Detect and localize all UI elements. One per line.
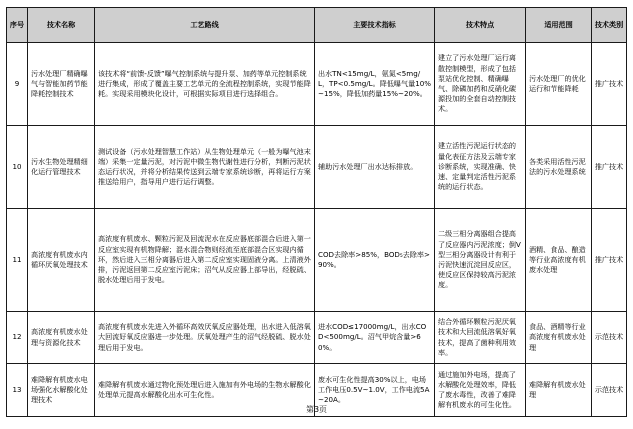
table-row: [7, 43, 627, 126]
header-name: 技术名称: [28, 8, 95, 43]
cell-category: 推广技术: [592, 43, 627, 126]
table-header-row: [7, 8, 627, 43]
table-row: [7, 209, 627, 312]
cell-route: 测试设备（污水处理智慧工作站）从生物处理单元（一般为曝气池末端）采集一定量污泥，对污泥中微生物代谢性进行分析，判断污泥状态运行状况，并将分析结果传送到云端专家系统诊断，再将运行方案推送给用户，指导用户进行运行调整。: [95, 126, 315, 209]
cell-category: 推广技术: [592, 209, 627, 312]
header-scope: 适用范围: [526, 8, 592, 43]
cell-features: 结合外循环颗粒污泥厌氧技术和大回流低溶氧好氧技术，提高了菌种利用效率。: [435, 312, 526, 364]
header-seq: 序号: [7, 8, 28, 43]
cell-metrics: 废水可生化性提高30%以上，电场工作电压0.5V~1.0V，工作电流5A~20A。: [315, 364, 435, 417]
cell-seq: 13: [7, 364, 28, 417]
cell-seq: 12: [7, 312, 28, 364]
table-row: [7, 126, 627, 209]
cell-scope: 食品、酒精等行业高浓度有机废水处理: [526, 312, 592, 364]
cell-features: 建立了污水处理厂运行离散控制模型，形成了包括泵站优化控制、精确曝气、除磷加药和反硝化碳源投加的全套自动控制技术。: [435, 43, 526, 126]
cell-seq: 11: [7, 209, 28, 312]
cell-category: 推广技术: [592, 126, 627, 209]
cell-scope: 酒精、食品、酿造等行业高浓度有机废水处理: [526, 209, 592, 312]
cell-name: 污水生物处理精细化运行管理技术: [28, 126, 95, 209]
cell-seq: 9: [7, 43, 28, 126]
cell-route: 高浓度有机废水、颗粒污泥及回流泥水在反应器底部混合后进入第一反应室实现有机物降解；混水混合物则经流至底部混合区实现内循环，然后进入三相分离器后进入第二反应室实现固液分离。上清液外排，污泥返回第二反应室污泥床；沼气从反应器上部导出，经脱硫、脱水处理后用于发电。: [95, 209, 315, 312]
cell-seq: 10: [7, 126, 28, 209]
cell-metrics: 出水TN<15mg/L，氨氮<5mg/L，TP<0.5mg/L。降低曝气量10%~15%，降低加药量15%~20%。: [315, 43, 435, 126]
page-number: 第3页: [305, 405, 328, 414]
cell-route: 高浓度有机废水先进入外循环高效厌氧反应器处理，出水进入低溶氧大回流好氧反应器进一步处理。厌氧处理产生的沼气经脱硫、脱水处理后用于发电。: [95, 312, 315, 364]
technology-table: [6, 7, 627, 417]
cell-route: 该技术将“前馈-反馈”曝气控制系统与提升泵、加药等单元控制系统进行集成，形成了覆盖主要工艺单元的全流程控制系统，实现节能降耗。实现采用模块化设计，可根据实际项目进行选择组合。: [95, 43, 315, 126]
cell-category: 示范技术: [592, 312, 627, 364]
cell-scope: 难降解有机废水处理: [526, 364, 592, 417]
cell-name: 难降解有机废水电场强化水解酸化处理技术: [28, 364, 95, 417]
cell-category: 示范技术: [592, 364, 627, 417]
cell-name: 污水处理厂精确曝气与智能加药节能降耗控制技术: [28, 43, 95, 126]
cell-name: 高浓度有机废水内循环厌氧处理技术: [28, 209, 95, 312]
header-category: 技术类别: [592, 8, 627, 43]
cell-scope: 各类采用活性污泥法的污水处理系统: [526, 126, 592, 209]
cell-metrics: 辅助污水处理厂出水达标排放。: [315, 126, 435, 209]
cell-features: 二级三相分离器组合提高了反应器内污泥浓度；倒V型三相分离器设计有利于污泥快速沉淀回反应区，使反应区保持较高污泥浓度。: [435, 209, 526, 312]
cell-route: 难降解有机废水通过物化预处理后进入施加有外电场的生物水解酸化处理单元提高水解酸化出水可生化性。: [95, 364, 315, 417]
header-route: 工艺路线: [95, 8, 315, 43]
cell-metrics: 进水COD≤17000mg/L，出水COD<500mg/L。沼气甲烷含量>60%。: [315, 312, 435, 364]
header-metrics: 主要技术指标: [315, 8, 435, 43]
cell-scope: 污水处理厂的优化运行和节能降耗: [526, 43, 592, 126]
cell-features: 通过施加外电场，提高了水解酸化处理效率，降低了废水毒性，改善了难降解有机废水的可生化性。: [435, 364, 526, 417]
header-features: 技术特点: [435, 8, 526, 43]
cell-name: 高浓度有机废水处理与资源化技术: [28, 312, 95, 364]
cell-features: 建立活性污泥运行状态的量化表征方法及云端专家诊断系统，实现准确、快速、定量判定活性污泥系统的运行状态。: [435, 126, 526, 209]
cell-metrics: COD去除率>85%，BOD₅去除率>90%。: [315, 209, 435, 312]
table-row: [7, 312, 627, 364]
